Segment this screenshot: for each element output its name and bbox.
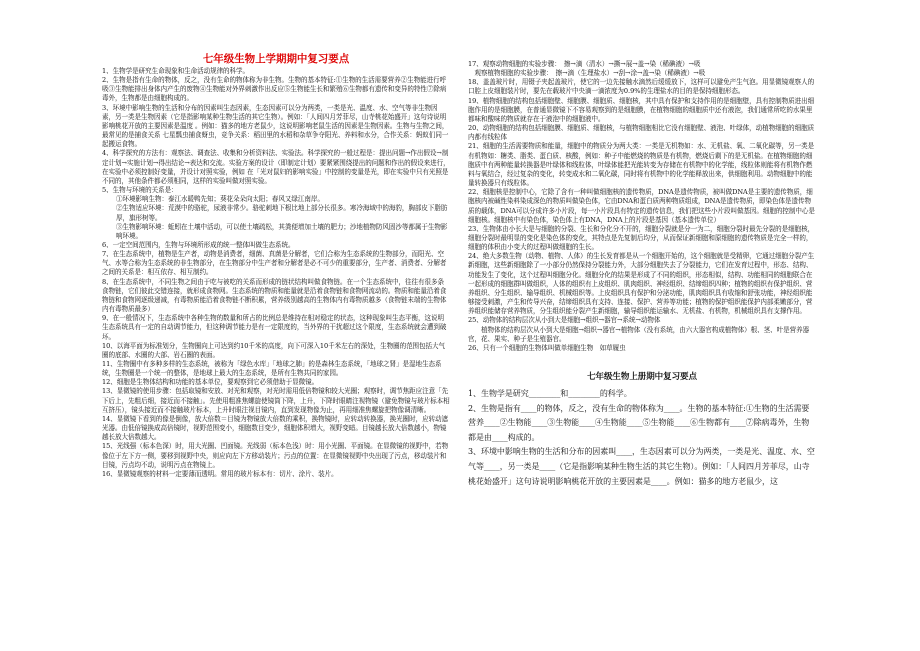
paragraph-10: 10、以海平面为标准划分，生物圈向上可达到约10千米的高度，向下可深入10千米左右的深处，生物圈的范围包括大气圈的底部、水圈的大部、岩石圈的表面。 [102, 341, 446, 359]
paragraph-5-item-3: ③生物影响环境：蚯蚓在土壤中活动，可以使土壤疏松，其粪便增加土壤的肥力；沙地植物防风固沙等都属于生物影响环境。 [116, 222, 448, 240]
paragraph-23: 23、生物体由小长大是与细胞的分裂、生长和分化分不开的，细胞分裂就是分一为二，细胞分裂时最先分裂的是细胞核，细胞分裂时最明显的变化是染色体的变化，其特点是先复制后均分，从而保证新细胞和原细胞的遗传物质是完全一样的，细胞的体积由小变大的过程叫做细胞的生长。 [468, 224, 815, 252]
paragraph-14: 14、显微镜下看到的像是倒像，放大倍数＝目镜为物镜放大倍数的乘积，换物镜时，应转动转换器，换光圈时，应转动遮光器。由低倍镜换成高倍镜时，视野范围变小，细胞数目变少，细胞体积增大，视野变暗。目镜越长放大倍数越小，物镜越长放大倍数越大。 [102, 414, 449, 442]
paragraph-22: 22、细胞核是控制中心，它除了含有一种叫做细胞核的遗传物质，DNA是遗传物质，被叫做DNA是主要的遗传物质，细胞核内被碱性染料染成深色的物质叫做染色体，它由DNA和蛋白质两种物质组成，DNA是遗传物质，即染色体是遗传物质的载体，DNA可以分成许多小片段，每一小片段具有特定的遗传信息，我们把这些小片段叫做基因。细胞的控制中心是细胞核。细胞核中有染色体，染色体上有DNA，DNA上的片段是基因（基本遗传单位） [468, 188, 815, 224]
paragraph-8: 8、在生态系统中，不同生物之间由于吃与被吃的关系而形成的链状结构叫做食物链。在一个生态系统中，往往有很多条食物链，它们彼此交错连接，就形成食物网。生态系统的物质和能量就是沿着食物链和食物网流动的。物质和能量沿着食物链和食物网逐级递减，有毒物质能沿着食物链不断积累，营养级别越高的生物体内有毒物质越多（食物链末端的生物体内有毒物质最多） [102, 277, 447, 314]
worksheet-line-1: 1、生物学是研究________和________的科学。 [468, 389, 632, 398]
paragraph-1: 1、生物学是研究生命现象和生命活动规律的科学。 [102, 67, 250, 75]
paragraph-25b: 植物体的结构层次从小到大是细胞→组织→器官→植物体（没有系统，由六大器官构成植物体）根、茎、叶是营养器官，花、果实、种子是生殖器官。 [468, 325, 810, 343]
document-title: 七年级生物上学期期中复习要点 [202, 53, 350, 65]
paragraph-11: 11、生物圈中有多种多样的生态系统，被称为「绿色水库」「地球之肺」的是森林生态系统，「地球之肾」是湿地生态系统，生物圈是一个统一的整体，是地球上最大的生态系统，是所有生物共同的家园。 [102, 360, 442, 378]
paragraph-9: 9、在一般情况下，生态系统中各种生物的数量和所占的比例总是维持在相对稳定的状态，这种现象叫生态平衡，这说明生态系统具有一定的自动调节能力，但这种调节能力是有一定限度的，当外界的干扰超过这个限度，生态系统就会遭到破坏。 [102, 314, 447, 341]
paragraph-13: 13、显微镜的使用步骤：包括取镜和安放、对光和观察，对光时需用低倍物镜和较大光圈；观察时，调节焦距应注意「先下后上，先粗后细，接近而不接触」。先使用粗准焦螺旋使镜筒下降，上升，下降时眼睛注视物镜（避免物镜与玻片标本相互挤压），镜头接近而不接触玻片标本，上升时眼注视目镜内，直到发现物像为止，再用细准焦螺旋把物像调清晰。 [102, 387, 450, 414]
paragraph-17b: 观察植物细胞的实验步骤： 擦→滴（生理盐水）→刮→涂→盖→染（稀碘液）→吸 [468, 69, 706, 78]
paragraph-7: 7、在生态系统中，植物是生产者，动物是消费者，细菌、真菌是分解者，它们合称为生态系统的生物部分，而阳光、空气、水等合称为生态系统的非生物部分，在生物部分中生产者和分解者是必不可少的重要部分，生产者、消费者、分解者之间的关系是：相互依存、相互制约。 [102, 250, 447, 277]
paragraph-18: 18、盖盖玻片时，用镊子夹起盖玻片，使它的一边先接触水滴然后缓缓放下，这样可以避免产生气泡。用显微镜观察人的口腔上皮细胞装片时，要先在载玻片中央滴一滴浓度为0.9%的生理盐水的目的是保持细胞形态。 [468, 78, 815, 96]
worksheet-line-2: 2、生物是指有____的物体，反之，没有生命的物体称为____。生物的基本特征:①生物的生活需要营养____②生物能____③生物能____④生物能____⑤生物能____⑥生物都有____⑦除病毒外，生物都是由____构成的。 [468, 403, 810, 442]
paragraph-6: 6、一定空间范围内，生物与环境所形成的统一整体叫做生态系统。 [102, 240, 295, 249]
worksheet-title: 七年级生物上册期中复习要点 [587, 372, 697, 382]
paragraph-21: 21、细胞的生活需要物质和能量，细胞中的物质分为两大类：一类是无机物如：水、无机盐、氧、二氧化碳等，另一类是有机物如：糖类、脂类、蛋白质、核酸，例如：种子中能燃烧的物质是有机物，燃烧后剩下的是无机盐。在植物细胞的细胞质中有两种能量转换器是叶绿体和线粒体，叶绿体能把光能转变为存储在有机物中的化学能，线粒体则能将有机物作燃料与氧结合，经过复杂的变化，转变成水和二氧化碳，同时将有机物中的化学能释放出来，供细胞利用。动物细胞中的能量转换器只有线粒体。 [468, 142, 815, 188]
paragraph-16: 16、显微镜观察的材料一定要薄而透明。常用的玻片标本有：切片、涂片、装片。 [102, 469, 338, 478]
paragraph-5: 5、生物与环境的关系是： [102, 186, 178, 195]
paragraph-19: 19、植物细胞的结构包括细胞壁、细胞膜、细胞质、细胞核，其中具有保护和支持作用的是细胞壁，具有控制物质进出细胞作用的是细胞膜，在普通显微镜下不容易观察到的是细胞膜，在植物细胞的细胞质中还有液泡，我们通常所吃的水果里都味和酸味的物质就存在于液泡中的细胞液中。 [468, 96, 815, 123]
paragraph-3: 3、环境中影响生物的生活和分布的因素叫生态因素，生态因素可以分为两类，一类是光、温度、水、空气等非生物因素，另一类是生物因素（它是指影响某种生物生活的其它生物）。例如：「人间四月芳菲尽，山寺桃花始盛开」这句诗说明影响桃花开放的主要因素是温度 。例如：猫多的地方老鼠少，这说明影响老鼠生活的因素是生物因素。生物与生物之间，最常见的是捕食关系 七星瓢虫捕食蚜虫，竞争关系：稻田里的水稻和杂草争夺阳光、养料和水分，合作关系：蚂蚁们同一起搬运食物。 [102, 103, 449, 149]
paragraph-17a: 17、观察动物细胞的实验步骤： 擦→滴（清水）→撕→展→盖→染（稀碘液）→吸 [468, 60, 701, 68]
worksheet-body [468, 387, 816, 489]
paragraph-24: 24、绝大多数生物（动物、植物、人体）的生长发育都是从一个细胞开始的，这个细胞就是受精卵，它通过细胞分裂产生新细胞，这些新细胞除了一小部分仍然保持分裂能力外，大部分细胞失去了分裂能力，它们在发育过程中，形态、结构、功能发生了变化，这个过程叫细胞分化。细胞分化的结果是形成了不同的组织，形态相似，结构、功能相同的细胞联合在一起形成的细胞群叫做组织，人体的组织有上皮组织、肌肉组织、神经组织、结缔组织四种；植物的组织有保护组织、营养组织、分生组织、输导组织、机械组织等。上皮组织具有保护和分泌功能，肌肉组织具有收缩和舒张功能，神经组织能够接受刺激，产生和传导兴奋，结缔组织具有支持、连接、保护、营养等功能；植物的保护组织能保护内部柔嫩部分，营养组织能储存营养物质，分生组织能分裂产生新细胞，输导组织能运输水、无机盐、有机物，机械组织具有支撑作用。 [468, 252, 815, 316]
paragraph-4: 4、科学探究的方法有：观察法、调查法、收集和分析资料法、实验法。科学探究的一般过程是：提出问题→作出假设→制定计划→实施计划→得出结论→表达和交流。实验方案的设计（即制定计划）要紧紧围绕提出的问题和作出的假设来进行，在实验中必须控制好变量，并设计对照实验，例如 在「光对鼠妇的影响实验」中控制的变量是光，即在实验中只有光照是不同的，其他条件都必须相同，这样的实验叫做对照实验。 [102, 149, 450, 185]
paragraph-2: 2、生物是指有生命的物体，反之，没有生命的物体称为非生物。生物的基本特征:①生物的生活需要营养②生物能进行呼吸③生物能排出身体内产生的废物④生物能对外界刺激作出反应⑤生物能生长和繁殖⑥生物都有遗传和变异的特性⑦除病毒外，生物都是由细胞构成的。 [102, 76, 447, 103]
paragraph-12: 12、细胞是生物体结构和功能的基本单位，要观察到它必须借助于显微镜。 [102, 378, 319, 387]
paragraph-5-item-1: ①环境影响生物：泰江水暖鸭先知；葵花朵朵向太阳；春风又绿江南岸。 [116, 195, 324, 204]
paragraph-5-item-2: ②生物适应环境：荒漠中的骆驼，尿液非常少。骆驼刺地下根比地上部分长很多。寒冷海域中的海豹，胸部皮下脂肪厚，旗形树等。 [116, 204, 448, 222]
right-column [468, 60, 816, 489]
worksheet-line-3: 3、环境中影响生物的生活和分布的因素叫____，生态因素可以分为两类，一类是光、温度、水、空气等____，另一类是____（它是指影响某种生物生活的其它生物）。例如：「人间四月芳菲尽，山寺桃花始盛开」这句诗说明影响桃花开放的主要因素是____。例如：猫多的地方老鼠少，这 [468, 447, 815, 486]
paragraph-26: 26、只有一个细胞的生物体叫做单细胞生物 如草履虫 [468, 343, 626, 352]
paragraph-20: 20、动物细胞的结构包括细胞膜、细胞质、细胞核，与植物细胞相比它没有细胞壁、液泡、叶绿体，动植物细胞的细胞质内都有线粒体 [468, 124, 815, 142]
paragraph-25: 25、动物体的结构层次从小到大是细胞→组织→器官→系统→动物体 [468, 316, 661, 325]
paragraph-15: 15、光线强（标本色深）时，用大光圈、凹面镜。光线弱（标本色浅）时：用小光圈、平面镜。在显微镜的视野中，若物像位于左下方一侧，要移到视野中央，则应向左下方移动装片；污点的位置：在显微镜视野中央出现了污点，移动装片和目镜，污点均不动，说明污点在物镜上。 [102, 442, 449, 469]
left-column [102, 52, 450, 479]
section-spacer [468, 353, 816, 371]
